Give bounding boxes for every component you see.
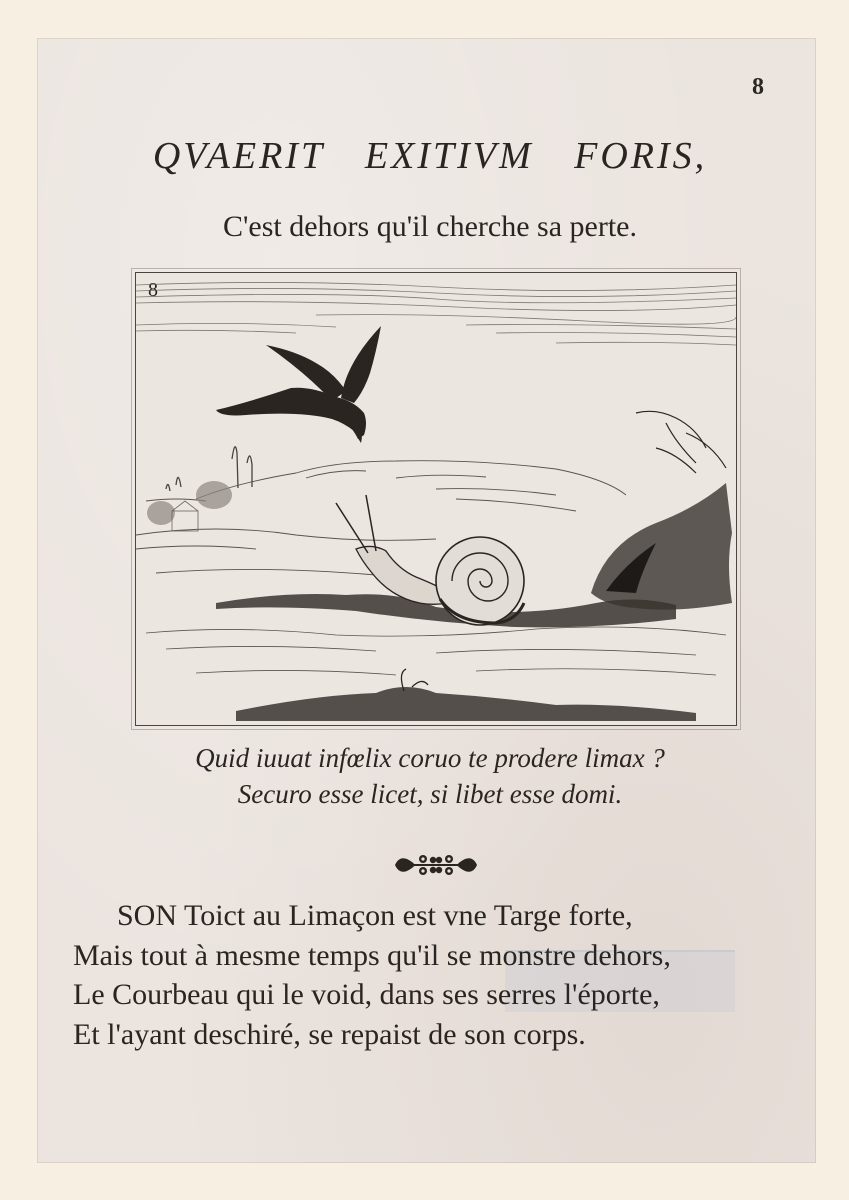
engraving-plate [135,272,737,726]
epigram-line-1: Quid iuuat infœlix coruo te prodere limax ? [195,743,665,773]
poem-line-1: SON Toict au Limaçon est vne Targe forte, [117,899,633,932]
latin-motto: QVAERIT EXITIVM FORIS, [152,135,708,177]
crow-icon [216,326,381,443]
foreground-ground [146,627,726,675]
fleuron-ornament-icon [393,850,479,880]
poem-line-3: Le Courbeau qui le void, dans ses serres l'éporte, [73,978,660,1011]
french-motto: C'est dehors qu'il cherche sa perte. [223,210,637,243]
engraving-illustration [136,273,736,725]
shrub [636,411,726,473]
latin-epigram [80,740,780,812]
plate-number: 8 [148,279,158,301]
poem-line-2: Mais tout à mesme temps qu'il se monstre dehors, [73,938,671,972]
sky-hatching [136,282,736,345]
foreground-ridge [236,687,696,721]
poem-line-4: Et l'ayant deschiré, se repaist de son corps. [73,1017,586,1051]
page-number: 8 [752,74,764,100]
epigram-line-2: Securo esse licet, si libet esse domi. [237,779,623,809]
village-trees [147,481,232,525]
village [172,501,198,531]
french-poem [73,896,813,1054]
